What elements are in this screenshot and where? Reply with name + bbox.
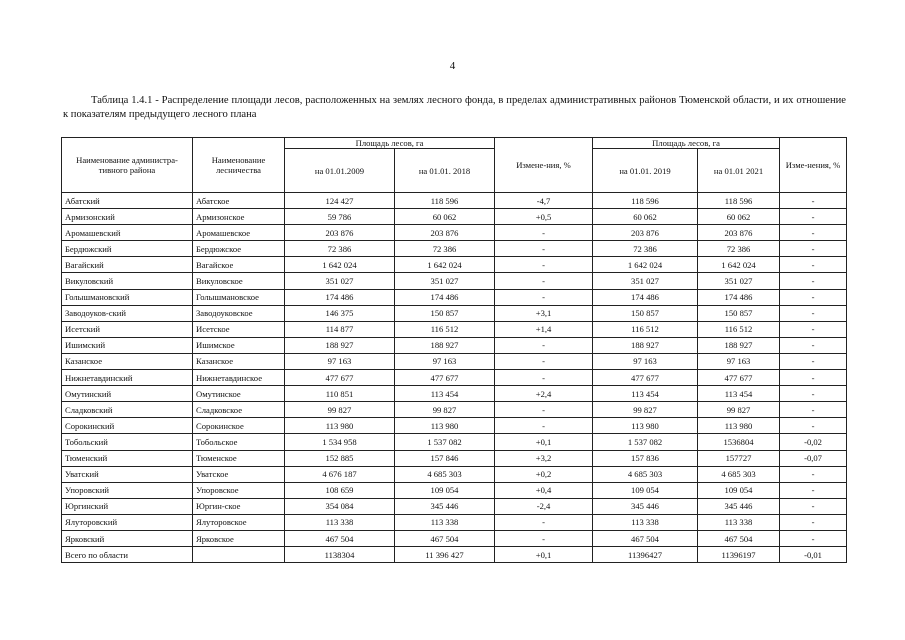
cell-area-2021: 188 927 (698, 337, 780, 353)
table-row (62, 193, 847, 209)
table-row (62, 434, 847, 450)
cell-district: Ялуторовский (62, 514, 193, 530)
cell-area-2009: 59 786 (285, 209, 395, 225)
cell-district: Омутинский (62, 386, 193, 402)
cell-change-1: - (495, 289, 593, 305)
cell-area-2018: 60 062 (395, 209, 495, 225)
cell-area-2019: 60 062 (593, 209, 698, 225)
cell-forestry: Ярковское (193, 530, 285, 546)
cell-forestry: Армизонское (193, 209, 285, 225)
cell-change-2: - (780, 498, 847, 514)
cell-district: Бердюжский (62, 241, 193, 257)
cell-district: Аромашевский (62, 225, 193, 241)
table-row (62, 386, 847, 402)
cell-area-2018: 1 642 024 (395, 257, 495, 273)
cell-change-2: -0,02 (780, 434, 847, 450)
cell-district: Упоровский (62, 482, 193, 498)
cell-forestry: Сладковское (193, 402, 285, 418)
header-area-group-2: Площадь лесов, га (593, 138, 780, 149)
cell-area-2018: 157 846 (395, 450, 495, 466)
cell-change-1: +1,4 (495, 321, 593, 337)
cell-area-2018: 72 386 (395, 241, 495, 257)
cell-area-2019: 113 454 (593, 386, 698, 402)
cell-change-1: - (495, 241, 593, 257)
cell-area-2019: 4 685 303 (593, 466, 698, 482)
cell-area-2018: 4 685 303 (395, 466, 495, 482)
cell-forestry: Тобольское (193, 434, 285, 450)
cell-area-2021: 99 827 (698, 402, 780, 418)
cell-change-2: - (780, 241, 847, 257)
cell-area-2018: 113 980 (395, 418, 495, 434)
cell-area-2019: 1 642 024 (593, 257, 698, 273)
header-district: Наименование администра-тивного района (62, 138, 193, 193)
cell-area-2018: 116 512 (395, 321, 495, 337)
table-row (62, 482, 847, 498)
cell-area-2021: 150 857 (698, 305, 780, 321)
table-row (62, 547, 847, 563)
cell-area-2009: 108 659 (285, 482, 395, 498)
cell-area-2021: 118 596 (698, 193, 780, 209)
cell-change-2: - (780, 273, 847, 289)
cell-area-2021: 477 677 (698, 370, 780, 386)
cell-change-1: -2,4 (495, 498, 593, 514)
cell-district: Армизонский (62, 209, 193, 225)
cell-district: Заводоуков-ский (62, 305, 193, 321)
forest-area-table (61, 137, 847, 563)
cell-district: Исетский (62, 321, 193, 337)
cell-district: Викуловский (62, 273, 193, 289)
table-row (62, 370, 847, 386)
cell-area-2018: 150 857 (395, 305, 495, 321)
cell-area-2021: 203 876 (698, 225, 780, 241)
cell-change-1: +3,1 (495, 305, 593, 321)
cell-area-2009: 1 534 958 (285, 434, 395, 450)
cell-area-2019: 1 537 082 (593, 434, 698, 450)
cell-forestry (193, 547, 285, 563)
cell-area-2009: 110 851 (285, 386, 395, 402)
cell-district: Голышмановский (62, 289, 193, 305)
cell-district: Абатский (62, 193, 193, 209)
cell-change-1: - (495, 370, 593, 386)
cell-area-2021: 174 486 (698, 289, 780, 305)
cell-change-1: - (495, 353, 593, 369)
cell-change-2: - (780, 305, 847, 321)
table-row (62, 353, 847, 369)
table-caption: Таблица 1.4.1 - Распределение площади лесов, расположенных на землях лесного фонда, в пределах административных районов Тюменской области, и их отношение к показателям предыдущего лесного плана (63, 95, 846, 120)
cell-district: Тобольский (62, 434, 193, 450)
header-area-2009: на 01.01.2009 (285, 149, 395, 193)
cell-area-2019: 188 927 (593, 337, 698, 353)
table-row (62, 450, 847, 466)
cell-area-2018: 345 446 (395, 498, 495, 514)
cell-change-1: +2,4 (495, 386, 593, 402)
cell-change-1: - (495, 402, 593, 418)
cell-change-1: +0,4 (495, 482, 593, 498)
cell-area-2019: 351 027 (593, 273, 698, 289)
page-number: 4 (449, 60, 456, 72)
cell-area-2009: 188 927 (285, 337, 395, 353)
table-row (62, 289, 847, 305)
cell-area-2018: 1 537 082 (395, 434, 495, 450)
cell-forestry: Омутинское (193, 386, 285, 402)
cell-area-2019: 109 054 (593, 482, 698, 498)
cell-area-2021: 11396197 (698, 547, 780, 563)
cell-area-2009: 203 876 (285, 225, 395, 241)
cell-change-2: - (780, 514, 847, 530)
table-body (62, 193, 847, 563)
cell-area-2019: 99 827 (593, 402, 698, 418)
cell-area-2018: 109 054 (395, 482, 495, 498)
cell-area-2018: 113 454 (395, 386, 495, 402)
cell-area-2021: 116 512 (698, 321, 780, 337)
header-forestry: Наименование лесничества (193, 138, 285, 193)
cell-forestry: Викуловское (193, 273, 285, 289)
cell-change-2: - (780, 418, 847, 434)
cell-change-2: - (780, 321, 847, 337)
cell-change-2: -0,01 (780, 547, 847, 563)
cell-change-1: +0,5 (495, 209, 593, 225)
header-area-2018: на 01.01. 2018 (395, 149, 495, 193)
cell-district: Всего по области (62, 547, 193, 563)
cell-change-2: - (780, 257, 847, 273)
cell-area-2019: 203 876 (593, 225, 698, 241)
table-row (62, 514, 847, 530)
cell-area-2021: 1536804 (698, 434, 780, 450)
cell-area-2009: 152 885 (285, 450, 395, 466)
cell-area-2019: 174 486 (593, 289, 698, 305)
cell-area-2009: 174 486 (285, 289, 395, 305)
cell-district: Юргинский (62, 498, 193, 514)
cell-area-2009: 113 980 (285, 418, 395, 434)
cell-district: Казанское (62, 353, 193, 369)
cell-forestry: Голышмановское (193, 289, 285, 305)
cell-area-2009: 146 375 (285, 305, 395, 321)
table-row (62, 257, 847, 273)
cell-change-1: - (495, 225, 593, 241)
cell-change-1: - (495, 257, 593, 273)
header-area-2019: на 01.01. 2019 (593, 149, 698, 193)
cell-district: Тюменский (62, 450, 193, 466)
cell-area-2019: 118 596 (593, 193, 698, 209)
cell-area-2009: 113 338 (285, 514, 395, 530)
cell-area-2018: 99 827 (395, 402, 495, 418)
cell-area-2009: 99 827 (285, 402, 395, 418)
table-row (62, 530, 847, 546)
cell-area-2019: 467 504 (593, 530, 698, 546)
cell-area-2018: 97 163 (395, 353, 495, 369)
table-row (62, 241, 847, 257)
header-area-2021: на 01.01 2021 (698, 149, 780, 193)
cell-forestry: Абатское (193, 193, 285, 209)
cell-area-2009: 351 027 (285, 273, 395, 289)
cell-area-2009: 97 163 (285, 353, 395, 369)
cell-change-1: - (495, 273, 593, 289)
cell-district: Сладковский (62, 402, 193, 418)
header-change-2: Изме-нения, % (780, 138, 847, 193)
cell-area-2019: 157 836 (593, 450, 698, 466)
cell-area-2009: 477 677 (285, 370, 395, 386)
header-change-1: Измене-ния, % (495, 138, 593, 193)
header-area-group-1: Площадь лесов, га (285, 138, 495, 149)
cell-change-1: -4,7 (495, 193, 593, 209)
cell-area-2021: 97 163 (698, 353, 780, 369)
table-row (62, 466, 847, 482)
cell-change-2: - (780, 402, 847, 418)
cell-area-2021: 113 454 (698, 386, 780, 402)
cell-area-2021: 467 504 (698, 530, 780, 546)
cell-area-2021: 351 027 (698, 273, 780, 289)
table-row (62, 321, 847, 337)
cell-district: Вагайский (62, 257, 193, 273)
cell-change-2: -0,07 (780, 450, 847, 466)
cell-area-2019: 113 980 (593, 418, 698, 434)
cell-area-2009: 4 676 187 (285, 466, 395, 482)
cell-area-2018: 477 677 (395, 370, 495, 386)
cell-area-2018: 113 338 (395, 514, 495, 530)
cell-area-2009: 114 877 (285, 321, 395, 337)
cell-change-2: - (780, 482, 847, 498)
cell-forestry: Заводоуковское (193, 305, 285, 321)
cell-forestry: Аромашевское (193, 225, 285, 241)
cell-area-2019: 116 512 (593, 321, 698, 337)
cell-area-2019: 113 338 (593, 514, 698, 530)
cell-forestry: Тюменское (193, 450, 285, 466)
cell-change-1: +3,2 (495, 450, 593, 466)
cell-change-2: - (780, 530, 847, 546)
cell-area-2009: 1 642 024 (285, 257, 395, 273)
cell-area-2019: 72 386 (593, 241, 698, 257)
cell-district: Ишимский (62, 337, 193, 353)
table-row (62, 498, 847, 514)
cell-change-2: - (780, 225, 847, 241)
cell-area-2021: 1 642 024 (698, 257, 780, 273)
cell-area-2019: 345 446 (593, 498, 698, 514)
cell-change-1: +0,1 (495, 547, 593, 563)
cell-area-2019: 150 857 (593, 305, 698, 321)
cell-forestry: Юргин-ское (193, 498, 285, 514)
cell-change-2: - (780, 386, 847, 402)
cell-forestry: Вагайское (193, 257, 285, 273)
cell-change-1: - (495, 337, 593, 353)
cell-forestry: Казанское (193, 353, 285, 369)
cell-area-2021: 113 338 (698, 514, 780, 530)
table-row (62, 225, 847, 241)
cell-forestry: Ишимское (193, 337, 285, 353)
cell-area-2021: 345 446 (698, 498, 780, 514)
cell-area-2018: 467 504 (395, 530, 495, 546)
table-row (62, 418, 847, 434)
cell-change-1: - (495, 418, 593, 434)
cell-change-1: +0,1 (495, 434, 593, 450)
cell-area-2009: 354 084 (285, 498, 395, 514)
cell-forestry: Уватское (193, 466, 285, 482)
cell-area-2009: 72 386 (285, 241, 395, 257)
cell-area-2018: 188 927 (395, 337, 495, 353)
cell-area-2021: 72 386 (698, 241, 780, 257)
cell-area-2018: 351 027 (395, 273, 495, 289)
cell-district: Ярковский (62, 530, 193, 546)
table-row (62, 305, 847, 321)
cell-district: Уватский (62, 466, 193, 482)
cell-forestry: Исетское (193, 321, 285, 337)
cell-change-1: - (495, 530, 593, 546)
cell-area-2009: 467 504 (285, 530, 395, 546)
cell-change-2: - (780, 337, 847, 353)
table-row (62, 402, 847, 418)
cell-area-2021: 60 062 (698, 209, 780, 225)
cell-area-2021: 113 980 (698, 418, 780, 434)
cell-area-2018: 118 596 (395, 193, 495, 209)
cell-area-2019: 11396427 (593, 547, 698, 563)
cell-forestry: Сорокинское (193, 418, 285, 434)
cell-area-2021: 4 685 303 (698, 466, 780, 482)
cell-area-2018: 11 396 427 (395, 547, 495, 563)
table-row (62, 273, 847, 289)
cell-change-2: - (780, 353, 847, 369)
cell-change-1: - (495, 514, 593, 530)
cell-change-1: +0,2 (495, 466, 593, 482)
table-row (62, 209, 847, 225)
cell-forestry: Упоровское (193, 482, 285, 498)
table-row (62, 337, 847, 353)
cell-change-2: - (780, 289, 847, 305)
cell-change-2: - (780, 209, 847, 225)
cell-area-2021: 157727 (698, 450, 780, 466)
cell-area-2019: 97 163 (593, 353, 698, 369)
cell-area-2009: 1138304 (285, 547, 395, 563)
cell-area-2009: 124 427 (285, 193, 395, 209)
cell-district: Нижнетавдинский (62, 370, 193, 386)
cell-change-2: - (780, 466, 847, 482)
cell-forestry: Ялуторовское (193, 514, 285, 530)
cell-forestry: Нижнетавдинское (193, 370, 285, 386)
cell-area-2018: 174 486 (395, 289, 495, 305)
cell-area-2018: 203 876 (395, 225, 495, 241)
cell-area-2019: 477 677 (593, 370, 698, 386)
cell-forestry: Бердюжское (193, 241, 285, 257)
cell-change-2: - (780, 193, 847, 209)
cell-change-2: - (780, 370, 847, 386)
cell-district: Сорокинский (62, 418, 193, 434)
cell-area-2021: 109 054 (698, 482, 780, 498)
